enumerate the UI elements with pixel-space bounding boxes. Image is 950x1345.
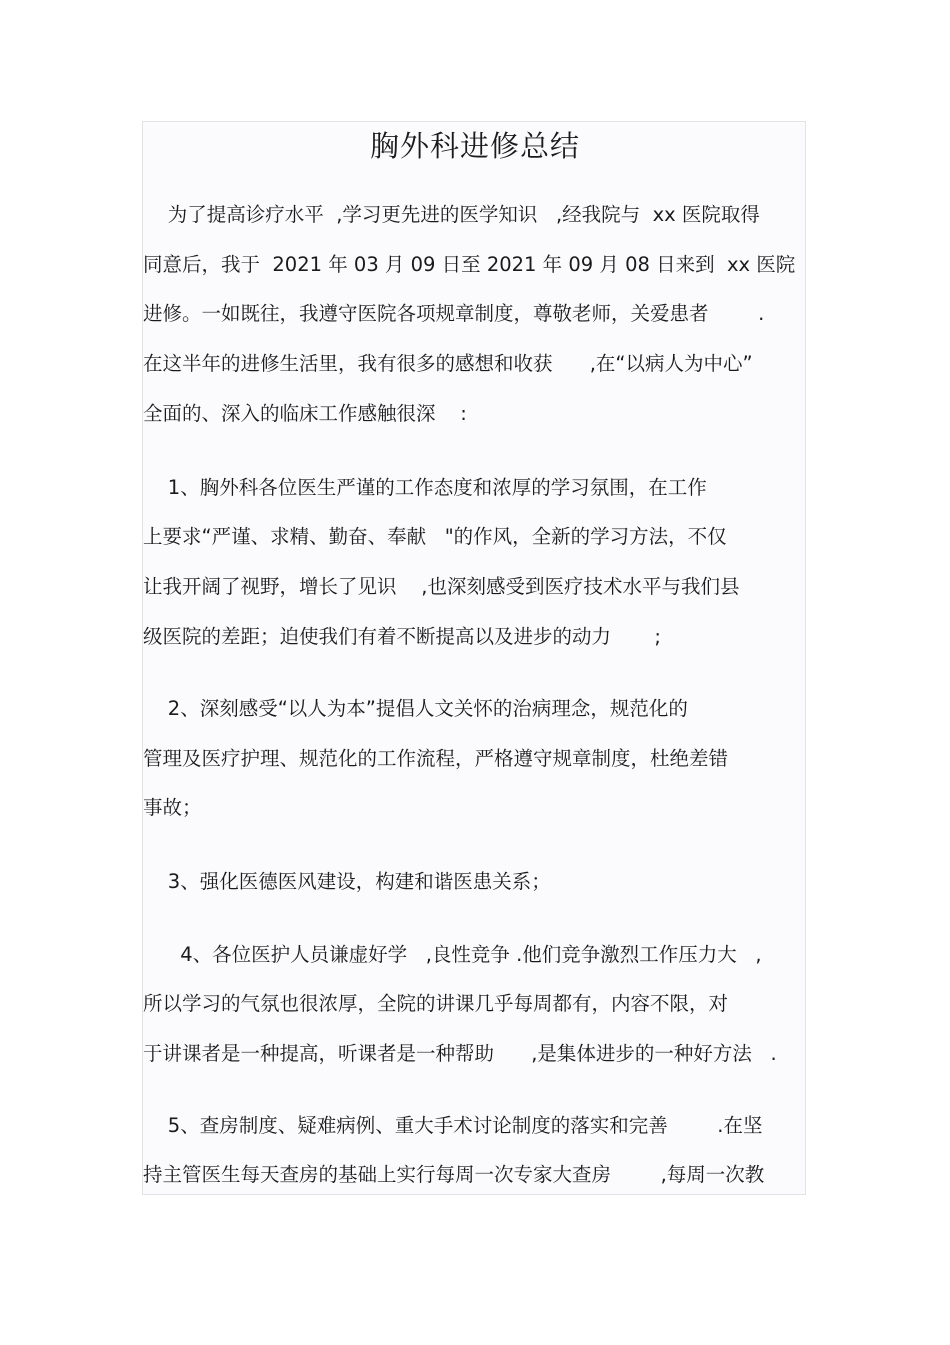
paragraph-line: 所以学习的气氛也很浓厚，全院的讲课几乎每周都有，内容不限，对	[143, 992, 729, 1015]
paragraph-line: 进修。一如既往，我遵守医院各项规章制度，尊敬老师，关爱患者 .	[143, 302, 765, 325]
paragraph-line: 2、深刻感受“以人为本”提倡人文关怀的治病理念，规范化的	[143, 697, 688, 720]
paragraph-line: 全面的、深入的临床工作感触很深 :	[143, 402, 467, 425]
paragraph-line: 为了提高诊疗水平 ,学习更先进的医学知识 ,经我院与 xx 医院取得	[143, 203, 760, 226]
paragraph-line: 让我开阔了视野，增长了见识 ,也深刻感受到医疗技术水平与我们县	[143, 575, 740, 598]
paragraph-line: 1、胸外科各位医生严谨的工作态度和浓厚的学习氛围，在工作	[143, 476, 707, 499]
paragraph-line: 4、各位医护人员谦虚好学 ,良性竞争 .他们竞争激烈工作压力大 ,	[143, 943, 762, 966]
paragraph-line: 同意后，我于 2021 年 03 月 09 日至 2021 年 09 月 08 日来到 xx 医院	[143, 253, 796, 276]
paragraph-line: 管理及医疗护理、规范化的工作流程，严格遵守规章制度，杜绝差错	[143, 747, 729, 770]
paragraph-line: 持主管医生每天查房的基础上实行每周一次专家大查房 ,每周一次教	[143, 1163, 765, 1186]
paragraph-line: 5、查房制度、疑难病例、重大手术讨论制度的落实和完善 .在坚	[143, 1114, 763, 1137]
paragraph-line: 于讲课者是一种提高，听课者是一种帮助 ,是集体进步的一种好方法 .	[143, 1042, 777, 1065]
paragraph-line: 事故；	[143, 796, 202, 819]
document-page	[142, 121, 806, 1195]
paragraph-line: 上要求“严谨、求精、勤奋、奉献 "的作风，全新的学习方法，不仅	[143, 525, 727, 548]
paragraph-line: 在这半年的进修生活里，我有很多的感想和收获 ,在“以病人为中心”	[143, 352, 753, 375]
paragraph-line: 级医院的差距；迫使我们有着不断提高以及进步的动力 ;	[143, 625, 661, 648]
document-title: 胸外科进修总结	[369, 129, 580, 163]
paragraph-line: 3、强化医德医风建设，构建和谐医患关系；	[143, 870, 551, 893]
